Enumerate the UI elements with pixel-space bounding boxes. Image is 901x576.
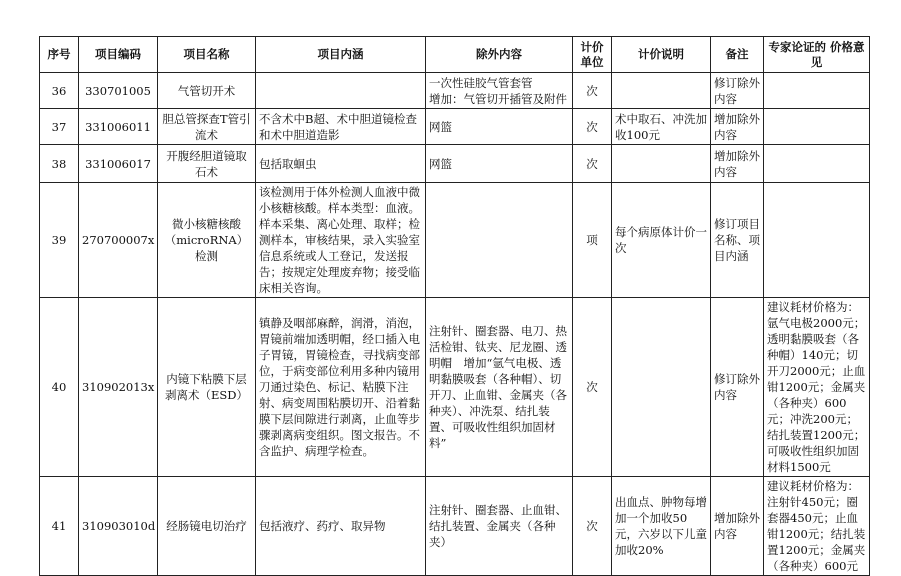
cell-seq: 36 (40, 73, 79, 109)
cell-content: 包括取蛔虫 (256, 145, 426, 183)
cell-excluded: 网篮 (426, 109, 573, 145)
cell-expert (764, 145, 870, 183)
cell-expert: 建议耗材价格为：氩气电极2000元；透明黏膜吸套（各种帽）140元；切开刀2000元；止血钳1200元；金属夹（各种夹）600元；冲洗200元；结扎装置1200元；可吸收性组织加固材料1500元 (764, 298, 870, 477)
header-content: 项目内涵 (256, 37, 426, 73)
header-code: 项目编码 (79, 37, 158, 73)
cell-remark: 修订除外内容 (711, 73, 764, 109)
cell-pricing (612, 298, 711, 477)
cell-pricing (612, 73, 711, 109)
cell-unit: 项 (573, 183, 612, 298)
cell-excluded: 注射针、圈套器、止血钳、结扎装置、金属夹（各种夹） (426, 477, 573, 576)
header-expert: 专家论证的 价格意见 (764, 37, 870, 73)
table-row (40, 73, 870, 109)
cell-excluded: 一次性硅胶气管套管 增加：气管切开插管及附件 (426, 73, 573, 109)
cell-name: 气管切开术 (158, 73, 256, 109)
header-row (40, 37, 870, 73)
cell-expert (764, 109, 870, 145)
cell-code: 331006017 (79, 145, 158, 183)
cell-code: 270700007x (79, 183, 158, 298)
cell-excluded: 网篮 (426, 145, 573, 183)
cell-content (256, 73, 426, 109)
table-row (40, 298, 870, 477)
cell-name: 胆总管探查T管引流术 (158, 109, 256, 145)
cell-content: 包括液疗、药疗、取异物 (256, 477, 426, 576)
cell-seq: 40 (40, 298, 79, 477)
cell-code: 331006011 (79, 109, 158, 145)
cell-unit: 次 (573, 298, 612, 477)
cell-expert: 建议耗材价格为：注射针450元；圈套器450元；止血钳1200元；结扎装置1200元；金属夹（各种夹）600元 (764, 477, 870, 576)
cell-pricing: 每个病原体计价一次 (612, 183, 711, 298)
header-remark: 备注 (711, 37, 764, 73)
header-unit: 计价 单位 (573, 37, 612, 73)
cell-pricing: 术中取石、冲洗加收100元 (612, 109, 711, 145)
table-row (40, 477, 870, 576)
cell-unit: 次 (573, 109, 612, 145)
cell-name: 开腹经胆道镜取石术 (158, 145, 256, 183)
cell-name: 微小核糖核酸（microRNA）检测 (158, 183, 256, 298)
cell-unit: 次 (573, 73, 612, 109)
header-pricing: 计价说明 (612, 37, 711, 73)
cell-expert (764, 73, 870, 109)
header-name: 项目名称 (158, 37, 256, 73)
cell-seq: 38 (40, 145, 79, 183)
cell-name: 经肠镜电切治疗 (158, 477, 256, 576)
cell-excluded: 注射针、圈套器、电刀、热活检钳、钛夹、尼龙圈、透明帽 增加“氩气电极、透明黏膜吸套（各种帽）、切开刀、止血钳、金属夹（各种夹）、冲洗泵、结扎装置、可吸收性组织加固材料” (426, 298, 573, 477)
cell-content: 该检测用于体外检测人血液中微小核糖核酸。样本类型：血液。样本采集、离心处理、取样；检测样本，审核结果，录入实验室信息系统或人工登记，发送报告；按规定处理废弃物；接受临床相关咨询。 (256, 183, 426, 298)
cell-remark: 增加除外内容 (711, 477, 764, 576)
cell-seq: 41 (40, 477, 79, 576)
table-row (40, 145, 870, 183)
cell-pricing (612, 145, 711, 183)
pricing-table (39, 36, 870, 576)
cell-unit: 次 (573, 145, 612, 183)
header-seq: 序号 (40, 37, 79, 73)
table-row (40, 109, 870, 145)
cell-seq: 39 (40, 183, 79, 298)
cell-content: 镇静及咽部麻醉，润滑，消泡，胃镜前端加透明帽，经口插入电子胃镜，胃镜检查，寻找病变部位，于病变部位利用多种内镜用刀通过染色、标记、粘膜下注射、病变周围粘膜切开、沿着黏膜下层间隙进行剥离，止血等步骤剥离病变组织。图文报告。不含监护、病理学检查。 (256, 298, 426, 477)
cell-name: 内镜下粘膜下层剥离术（ESD） (158, 298, 256, 477)
cell-seq: 37 (40, 109, 79, 145)
cell-remark: 增加除外内容 (711, 145, 764, 183)
cell-remark: 修订除外内容 (711, 298, 764, 477)
cell-unit: 次 (573, 477, 612, 576)
cell-expert (764, 183, 870, 298)
cell-code: 310902013x (79, 298, 158, 477)
cell-pricing: 出血点、肿物每增加一个加收50元，六岁以下儿童加收20% (612, 477, 711, 576)
cell-code: 310903010d (79, 477, 158, 576)
header-excluded: 除外内容 (426, 37, 573, 73)
cell-excluded (426, 183, 573, 298)
cell-code: 330701005 (79, 73, 158, 109)
cell-content: 不含术中B超、术中胆道镜检查和术中胆道造影 (256, 109, 426, 145)
cell-remark: 增加除外内容 (711, 109, 764, 145)
cell-remark: 修订项目名称、项目内涵 (711, 183, 764, 298)
table-row (40, 183, 870, 298)
